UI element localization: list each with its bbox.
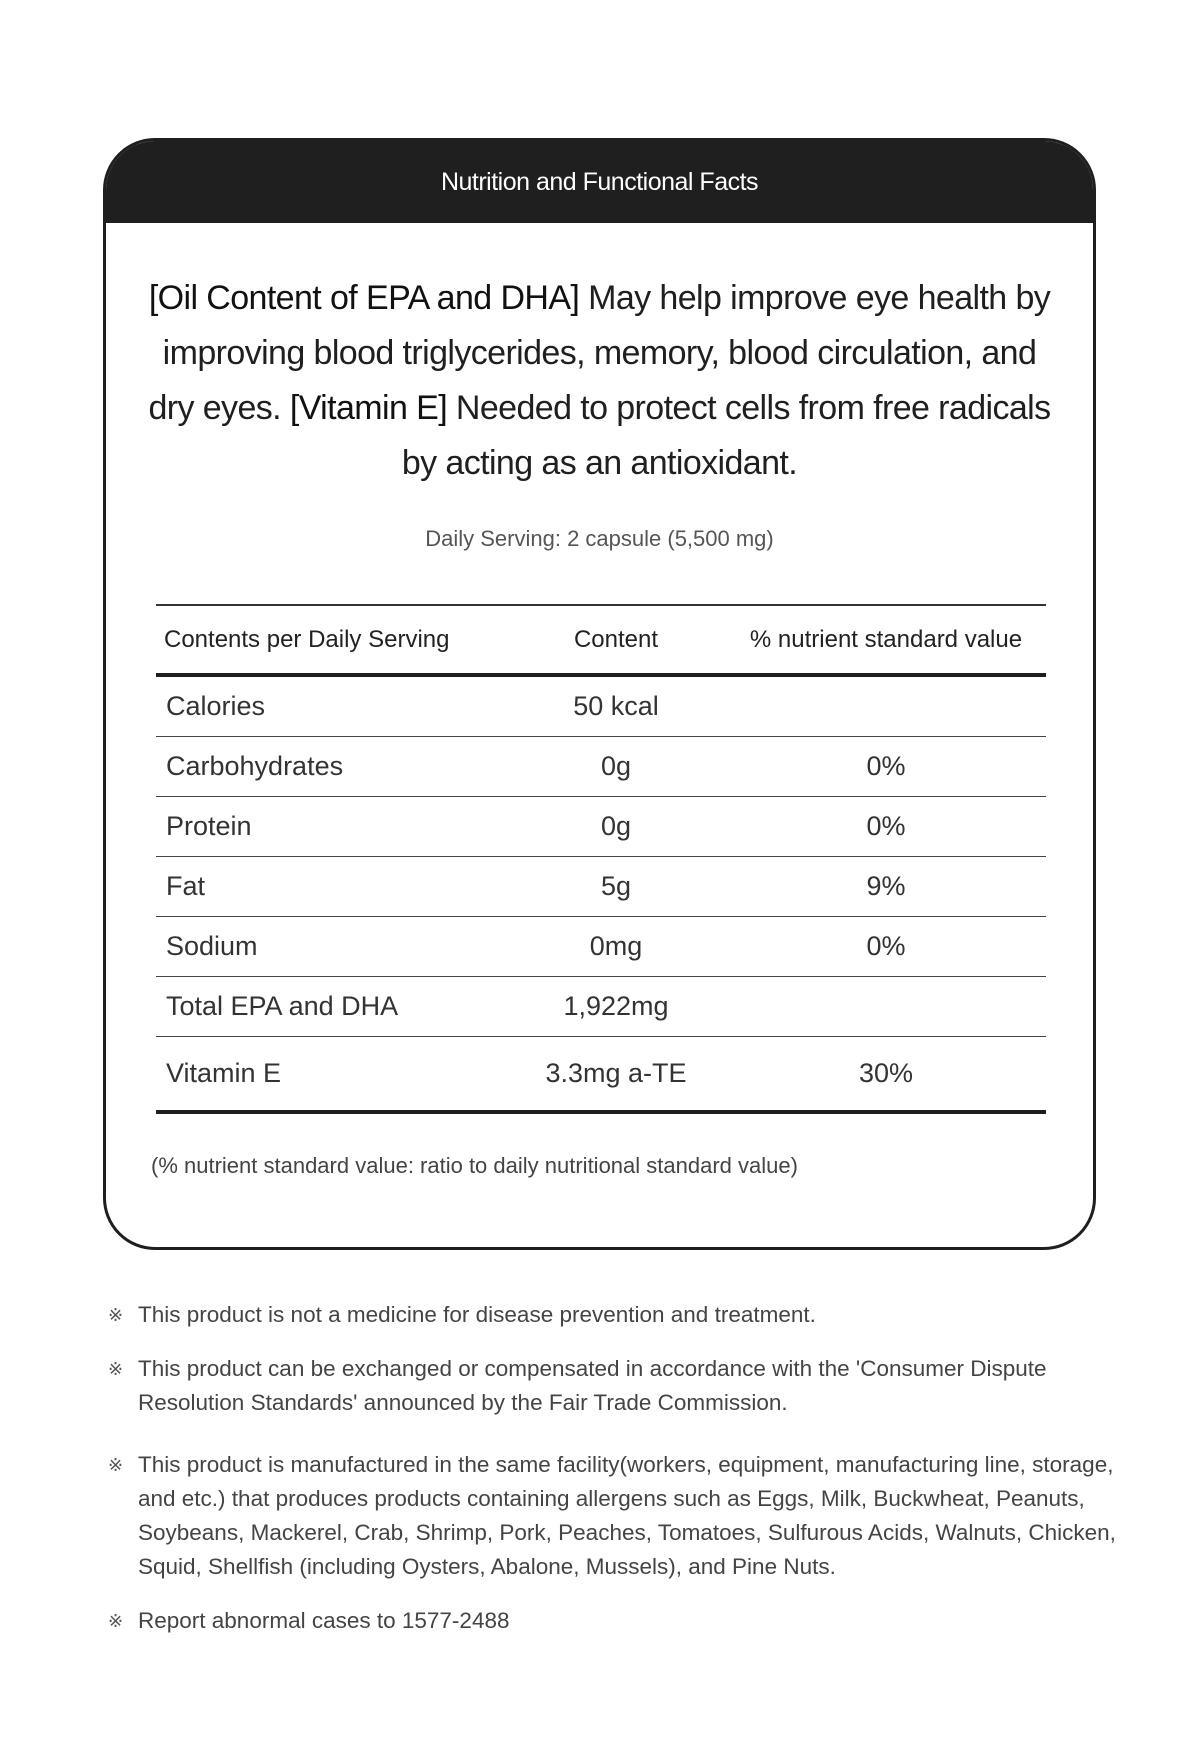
header-contents: Contents per Daily Serving (156, 605, 506, 675)
row-content: 0g (506, 737, 726, 797)
row-pct: 0% (726, 737, 1046, 797)
row-name: Total EPA and DHA (156, 977, 506, 1037)
row-content: 0g (506, 797, 726, 857)
row-pct (726, 675, 1046, 737)
notice-text: Report abnormal cases to 1577-2488 (138, 1608, 510, 1633)
header-pct: % nutrient standard value (726, 605, 1046, 675)
row-name: Vitamin E (156, 1037, 506, 1113)
row-name: Sodium (156, 917, 506, 977)
notice-text: This product can be exchanged or compensated in accordance with the 'Consumer Dispute Resolution Standards' announced by the Fair Trade Commission. (138, 1356, 1047, 1415)
row-pct: 30% (726, 1037, 1046, 1113)
functional-tag-vitamin-e: [Vitamin E] (289, 389, 448, 427)
table-row (156, 737, 1046, 797)
row-pct: 0% (726, 797, 1046, 857)
table-row (156, 977, 1046, 1037)
table-header-row (156, 605, 1046, 675)
daily-serving: Daily Serving: 2 capsule (5,500 mg) (425, 526, 774, 551)
row-name: Carbohydrates (156, 737, 506, 797)
row-content: 3.3mg a-TE (506, 1037, 726, 1113)
reference-mark-icon: ※ (108, 1359, 124, 1379)
nutrition-table (156, 604, 1046, 1114)
table-row (156, 857, 1046, 917)
table-row (156, 1037, 1046, 1113)
functional-tag-epa-dha: [Oil Content of EPA and DHA] (148, 279, 580, 317)
notice-text: This product is not a medicine for disease prevention and treatment. (138, 1302, 816, 1327)
row-name: Protein (156, 797, 506, 857)
header-content: Content (506, 605, 726, 675)
row-content: 50 kcal (506, 675, 726, 737)
reference-mark-icon: ※ (108, 1455, 124, 1475)
row-pct: 9% (726, 857, 1046, 917)
notice-list (108, 1298, 1118, 1638)
functional-text-vitamin-e: Needed to protect cells from free radicals by acting as an antioxidant. (401, 389, 1051, 482)
notice-item (108, 1298, 1118, 1332)
nutrition-facts-card (103, 138, 1096, 1250)
functional-description (146, 271, 1053, 491)
row-pct: 0% (726, 917, 1046, 977)
row-pct (726, 977, 1046, 1037)
table-row (156, 917, 1046, 977)
row-name: Fat (156, 857, 506, 917)
reference-mark-icon: ※ (108, 1611, 124, 1631)
functional-text-epa-dha: May help improve eye health by improving blood triglycerides, memory, blood circulation, and dry eyes. (148, 279, 1051, 427)
row-content: 0mg (506, 917, 726, 977)
notice-item (108, 1352, 1118, 1420)
nutrient-footnote: (% nutrient standard value: ratio to daily nutritional standard value) (151, 1153, 798, 1178)
notice-text: This product is manufactured in the same facility(workers, equipment, manufacturing line, storage, and etc.) that produces products containing allergens such as Eggs, Milk, Buckwheat, Peanuts, Soybeans, Mackerel, Crab, Shrimp, Pork, Peaches, Tomatoes, Sulfurous Acids, Walnuts, Chicken, Squid, Shellfish (including Oysters, Abalone, Mussels), and Pine Nuts. (138, 1452, 1116, 1579)
table-row (156, 675, 1046, 737)
row-name: Calories (156, 675, 506, 737)
card-title: Nutrition and Functional Facts (440, 167, 759, 196)
card-header (106, 141, 1093, 223)
notice-item (108, 1604, 1118, 1638)
row-content: 1,922mg (506, 977, 726, 1037)
row-content: 5g (506, 857, 726, 917)
reference-mark-icon: ※ (108, 1305, 124, 1325)
notice-item (108, 1448, 1118, 1584)
table-row (156, 797, 1046, 857)
